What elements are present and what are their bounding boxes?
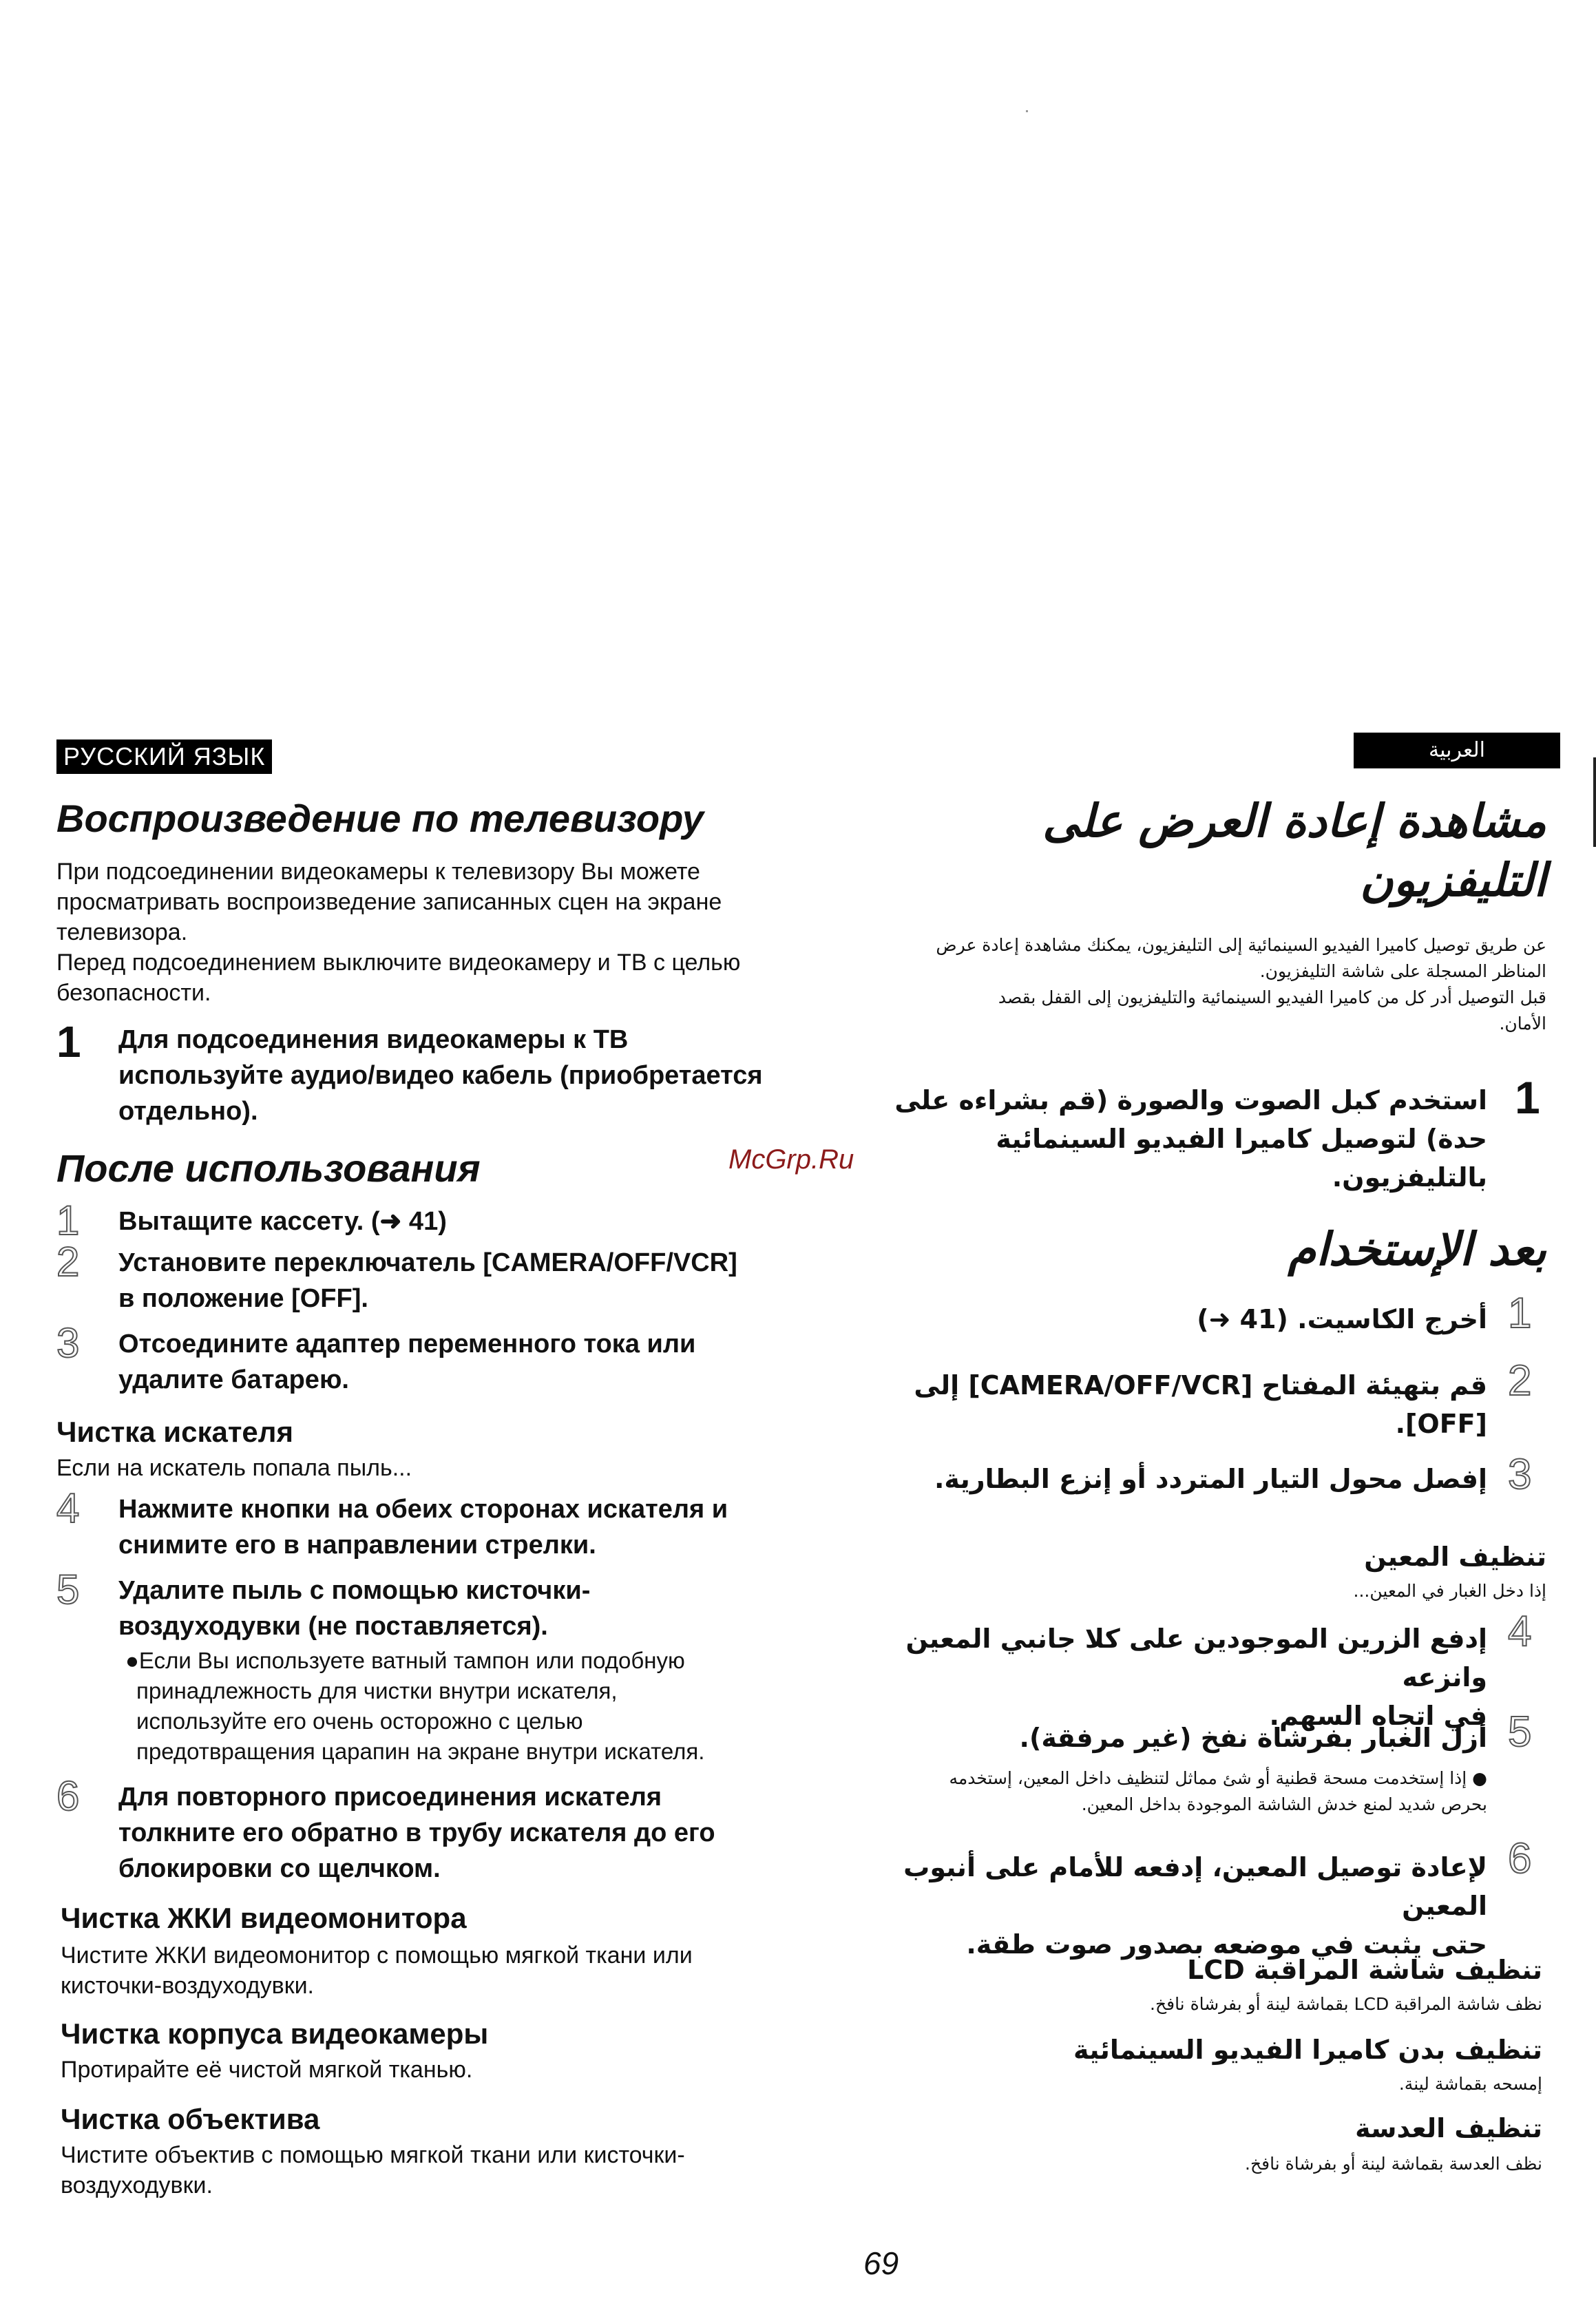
heading-lcd-cleaning: Чистка ЖКИ видеомонитора — [61, 1902, 467, 1934]
step-line: Вытащите кассету. (➜ 41) — [118, 1207, 447, 1236]
viewfinder-step-5 — [56, 1566, 855, 1644]
watermark: McGrp.Ru — [728, 1144, 854, 1175]
after-step-1-ar — [895, 1300, 1487, 1339]
step-number: 1 — [56, 1017, 81, 1067]
viewfinder-intro: Если на искатель попала пыль... — [56, 1455, 412, 1481]
heading-lens-cleaning-ar: تنظيف العدسة — [1355, 2113, 1542, 2143]
intro-line: телевизора. — [56, 919, 188, 945]
intro-paragraph — [56, 857, 841, 1008]
step-line: в положение [OFF]. — [118, 1284, 368, 1313]
step-line: блокировки со щелчком. — [118, 1854, 441, 1883]
title-line: مشاهدة إعادة العرض على — [1042, 795, 1546, 848]
step-text — [118, 1326, 855, 1398]
step-line: أخرج الكاسيت. (41 ➜) — [1197, 1304, 1487, 1334]
note-line: используйте его очень осторожно с целью — [136, 1708, 583, 1734]
step-text — [118, 1779, 855, 1887]
after-step-1 — [56, 1197, 855, 1244]
step-line: استخدم كبل الصوت والصورة (قم بشراءه على — [894, 1085, 1487, 1115]
heading-viewfinder-cleaning: Чистка искателя — [56, 1416, 293, 1448]
language-tag-arabic: العربية — [1354, 733, 1560, 768]
page-number: 69 — [863, 2245, 899, 2281]
section-title-tv-playback: Воспроизведение по телевизору — [56, 797, 704, 840]
heading-lens-cleaning: Чистка объектива — [61, 2103, 320, 2135]
after-step-2-ar — [826, 1366, 1487, 1443]
step-line: Нажмите кнопки на обеих сторонах искателя и — [118, 1495, 728, 1524]
step-line: [OFF]. — [1395, 1409, 1487, 1439]
step-line: بالتليفزيون. — [1332, 1162, 1487, 1193]
step-line: Для повторного присоединения искателя — [118, 1783, 662, 1812]
intro-line: قبل التوصيل أدر كل من كاميرا الفيديو السينمائية والتليفزيون إلى القفل بقصد — [998, 987, 1546, 1007]
lens-cleaning-text-ar: نظف العدسة بقماشة لينة أو بفرشاة نافخ. — [1245, 2154, 1542, 2174]
step-1-connect-ar — [826, 1081, 1487, 1197]
body-cleaning-text — [61, 2055, 846, 2085]
viewfinder-intro-ar: إذا دخل الغبار في المعين... — [1353, 1581, 1546, 1601]
intro-paragraph-ar — [826, 932, 1546, 1037]
intro-line: Перед подсоединением выключите видеокамеру и ТВ с целью — [56, 949, 741, 976]
intro-line: المناظر المسجلة على شاشة التليفزيون. — [1259, 961, 1546, 981]
step-number-ar: 3 — [1508, 1451, 1532, 1498]
step-number-ar: 4 — [1508, 1608, 1532, 1655]
step-1-connect — [56, 1017, 855, 1129]
step-number: 4 — [56, 1485, 80, 1531]
step-line: إدفع الزرين الموجودين على كلا جانبي المعين وانزعه — [905, 1624, 1487, 1692]
step-line: удалите батарею. — [118, 1365, 349, 1394]
step-text — [118, 1245, 855, 1316]
intro-line: просматривать воспроизведение записанных сцен на экране — [56, 889, 722, 915]
step-number-ar: 1 — [1508, 1290, 1532, 1337]
step-number-ar: 5 — [1508, 1708, 1532, 1756]
intro-line: безопасности. — [56, 980, 211, 1006]
step-number: 3 — [56, 1320, 80, 1366]
step-number: 1 — [56, 1197, 80, 1244]
viewfinder-step-6-ar — [826, 1848, 1487, 1964]
body-line: кисточки-воздуходувки. — [61, 1973, 315, 1999]
viewfinder-note-ar — [895, 1765, 1487, 1818]
viewfinder-step-4 — [56, 1485, 855, 1563]
section-title-tv-playback-ar — [812, 792, 1546, 910]
step-line: воздуходувки (не поставляется). — [118, 1612, 548, 1641]
step-number: 6 — [56, 1773, 80, 1819]
step-text — [118, 1491, 855, 1563]
body-cleaning-text-ar: إمسحه بقماشة لينة. — [1398, 2074, 1542, 2094]
note-line: ●Если Вы используете ватный тампон или подобную — [125, 1648, 685, 1673]
step-number: 5 — [56, 1566, 80, 1613]
after-step-3 — [56, 1320, 855, 1398]
step-line: أزل الغبار بفرشاة نفخ (غير مرفقة). — [1019, 1723, 1487, 1753]
step-line: толкните его обратно в трубу искателя до его — [118, 1818, 715, 1847]
step-number-ar: 2 — [1508, 1357, 1532, 1405]
scan-speck — [1026, 110, 1028, 112]
step-line: حتى يثبت في موضعه بصدور صوت طقة. — [966, 1929, 1487, 1960]
body-line: Чистите объектив с помощью мягкой ткани или кисточки- — [61, 2142, 685, 2168]
step-line: Установите переключатель [CAMERA/OFF/VCR] — [118, 1248, 737, 1277]
heading-viewfinder-cleaning-ar: تنظيف المعين — [1364, 1542, 1546, 1572]
intro-line: الأمان. — [1499, 1014, 1546, 1033]
step-line: Удалите пыль с помощью кисточки- — [118, 1576, 591, 1605]
viewfinder-step-5-ar — [895, 1719, 1487, 1757]
heading-lcd-cleaning-ar: تنظيف شاشة المراقبة LCD — [1187, 1955, 1542, 1985]
step-line: حدة) لتوصيل كاميرا الفيديو السينمائية — [996, 1124, 1487, 1154]
body-line: воздуходувки. — [61, 2172, 213, 2199]
intro-line: При подсоединении видеокамеры к телевизору Вы можете — [56, 859, 700, 885]
step-line: قم بتهيئة المفتاح [CAMERA/OFF/VCR] إلى — [914, 1370, 1487, 1400]
body-line: Протирайте её чистой мягкой тканью. — [61, 2057, 473, 2083]
viewfinder-step-6 — [56, 1773, 855, 1887]
after-step-3-ar — [826, 1460, 1487, 1498]
step-number-ar: 1 — [1515, 1072, 1540, 1123]
viewfinder-note — [56, 1646, 855, 1767]
heading-body-cleaning-ar: تنظيف بدن كاميرا الفيديو السينمائية — [1073, 2035, 1542, 2065]
heading-body-cleaning: Чистка корпуса видеокамеры — [61, 2017, 489, 2050]
intro-line: عن طريق توصيل كاميرا الفيديو السينمائية إلى التليفزيون، يمكنك مشاهدة إعادة عرض — [936, 935, 1546, 955]
step-text — [118, 1022, 855, 1129]
lcd-cleaning-text — [61, 1940, 846, 2001]
viewfinder-step-4-ar — [826, 1619, 1487, 1735]
step-line: Для подсоединения видеокамеры к ТВ — [118, 1025, 629, 1054]
after-step-2 — [56, 1239, 855, 1316]
body-line: Чистите ЖКИ видеомонитор с помощью мягкой ткани или — [61, 1942, 693, 1969]
step-number-ar: 6 — [1508, 1835, 1532, 1882]
lens-cleaning-text — [61, 2140, 846, 2201]
step-line: في اتجاه السهم. — [1269, 1701, 1487, 1731]
note-line: بحرص شديد لمنع خدش الشاشة الموجودة بداخل المعين. — [1081, 1794, 1487, 1814]
step-text — [118, 1573, 855, 1644]
note-line: предотвращения царапин на экране внутри искателя. — [136, 1739, 705, 1764]
section-title-after-use-ar: بعد الإستخدام — [1288, 1223, 1546, 1276]
note-line: принадлежность для чистки внутри искателя, — [136, 1678, 618, 1703]
note-line: ● إذا إستخدمت مسحة قطنية أو شئ مماثل لتنظيف داخل المعين، إستخدمه — [949, 1768, 1487, 1788]
step-line: إفصل محول التيار المتردد أو إنزع البطارية. — [934, 1464, 1487, 1494]
step-line: снимите его в направлении стрелки. — [118, 1531, 596, 1560]
page-edge-mark — [1593, 757, 1596, 847]
language-tag-russian: РУССКИЙ ЯЗЫК — [56, 739, 272, 774]
step-line: отдельно). — [118, 1097, 258, 1126]
title-line: التليفزيون — [1360, 854, 1546, 907]
step-line: لإعادة توصيل المعين، إدفعه للأمام على أنبوب المعين — [903, 1852, 1487, 1921]
step-text — [118, 1204, 855, 1239]
step-number: 2 — [56, 1239, 80, 1285]
step-line: используйте аудио/видео кабель (приобретается — [118, 1061, 763, 1090]
section-title-after-use: После использования — [56, 1146, 481, 1190]
lcd-cleaning-text-ar: نظف شاشة المراقبة LCD بقماشة لينة أو بفرشاة نافخ. — [1150, 1994, 1542, 2014]
step-line: Отсоедините адаптер переменного тока или — [118, 1330, 696, 1358]
